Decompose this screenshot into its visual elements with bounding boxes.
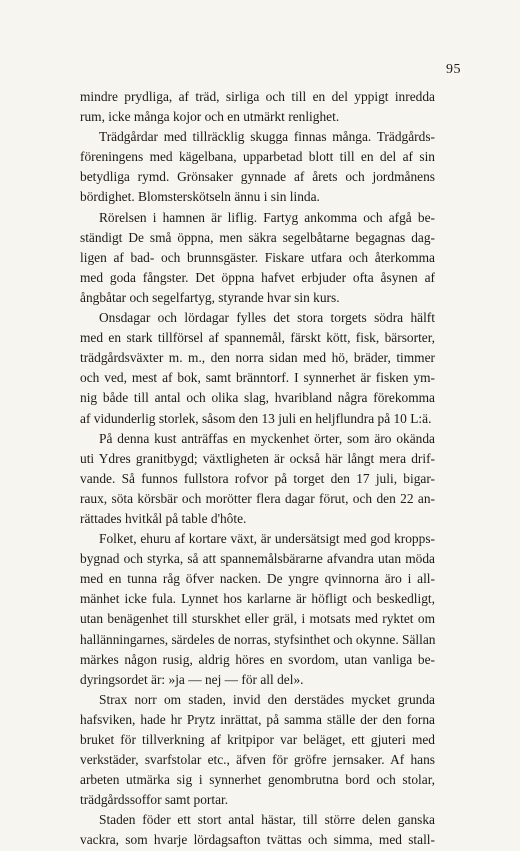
text-line: af vidunderlig storlek, såsom den 13 juli en heljflundra på 10 L:ä. — [80, 410, 432, 426]
text-line: vackra, som hvarje lördagsafton tvättas och simma, med stall- — [80, 832, 435, 848]
text-line: Rörelsen i hamnen är liflig. Fartyg ankomma och afgå be- — [99, 209, 435, 225]
text-line: trädgårdsväxter m. m., den norra sidan med hö, bräder, timmer — [80, 350, 435, 366]
body-text — [80, 87, 435, 851]
text-line: rum, icke många kojor och en utmärkt renlighet. — [80, 109, 340, 125]
text-line: ständigt De små öppna, men säkra segelbåtarne begagnas dag- — [80, 229, 435, 245]
text-line: Staden föder ett stort antal hästar, till större delen ganska — [99, 812, 435, 828]
text-line: betydliga rymd. Grönsaker gynnade af årets och jordmånens — [80, 169, 435, 185]
text-line: ångbåtar och segelfartyg, styrande hvar sin kurs. — [80, 289, 340, 305]
text-line: märkes någon rusig, aldrig höres en svordom, utan vanliga be- — [80, 651, 435, 667]
text-line: och ved, mest af bok, samt bränntorf. I synnerhet är fisken ym- — [80, 370, 435, 386]
text-line: med goda fångster. Det öppna hafvet erbjuder ofta åsynen af — [80, 269, 435, 285]
text-line: mindre prydliga, af träd, sirliga och till en del yppigt inredda — [80, 89, 435, 104]
text-line: Strax norr om staden, invid den derstädes mycket grunda — [99, 691, 435, 707]
text-line: bördighet. Blomsterskötseln ännu i sin linda. — [80, 189, 320, 205]
text-line: med en stark tillförsel af spannemål, färskt kött, fisk, bärsorter, — [80, 330, 435, 346]
text-line: ligen af bad- och brunnsgäster. Fiskare utfara och återkomma — [80, 249, 435, 265]
text-line: verkstäder, svarfstolar etc., äfven för gröfre jernsaker. Af hans — [80, 752, 435, 768]
text-line: trädgårdssoffor samt portar. — [80, 792, 229, 808]
text-line: På denna kust anträffas en myckenhet örter, som äro okända — [99, 430, 435, 446]
text-line: bruket för tillverkning af kritpipor var beläget, ett gjuteri med — [80, 732, 435, 747]
text-line: Onsdagar och lördagar fylles det stora torgets södra hälft — [99, 310, 435, 326]
text-line: hallänningarnes, särdeles de norras, styfsinthet och okynne. Sällan — [80, 631, 436, 647]
text-line: föreningens med kägelbana, upparbetad blott till en del af sin — [80, 149, 435, 165]
text-line: Folket, ehuru af kortare växt, är undersätsigt med god kropps- — [99, 531, 435, 547]
text-line: arbeten utmärka sig i synnerhet genombrutna bord och stolar, — [80, 772, 435, 788]
text-line: vande. Så funnos fullstora rofvor på torget den 17 juli, bigar- — [80, 470, 435, 486]
text-line: uti Ydres granitbygd; växtligheten är också här långt mera drif- — [80, 450, 435, 466]
text-line: raux, söta körsbär och morötter flera dagar förut, och den 22 an- — [80, 490, 435, 506]
text-line: rättades hvitkål på table d'hôte. — [80, 510, 247, 526]
text-line: nig både till antal och olika slag, hvaribland några förekomma — [80, 390, 435, 406]
text-line: hafsviken, hade hr Prytz inrättat, på samma ställe der den forna — [80, 711, 435, 727]
text-line: bygnad och styrka, så att spannemålsbärarne afvandra utan möda — [80, 551, 435, 567]
text-line: mänhet icke fula. Lynnet hos karlarne är höfligt och beskedligt, — [80, 591, 435, 607]
text-line: Trädgårdar med tillräcklig skugga finnas många. Trädgårds- — [99, 129, 435, 145]
text-line: utan benägenhet till sturskhet eller gräl, i motsats med ryktet om — [80, 611, 435, 627]
text-line: dyringsordet är: »ja — nej — för all del». — [80, 671, 304, 687]
page-number: 95 — [446, 62, 461, 77]
text-line: med en tunna råg öfver nacken. De yngre qvinnorna äro i all- — [80, 571, 435, 587]
